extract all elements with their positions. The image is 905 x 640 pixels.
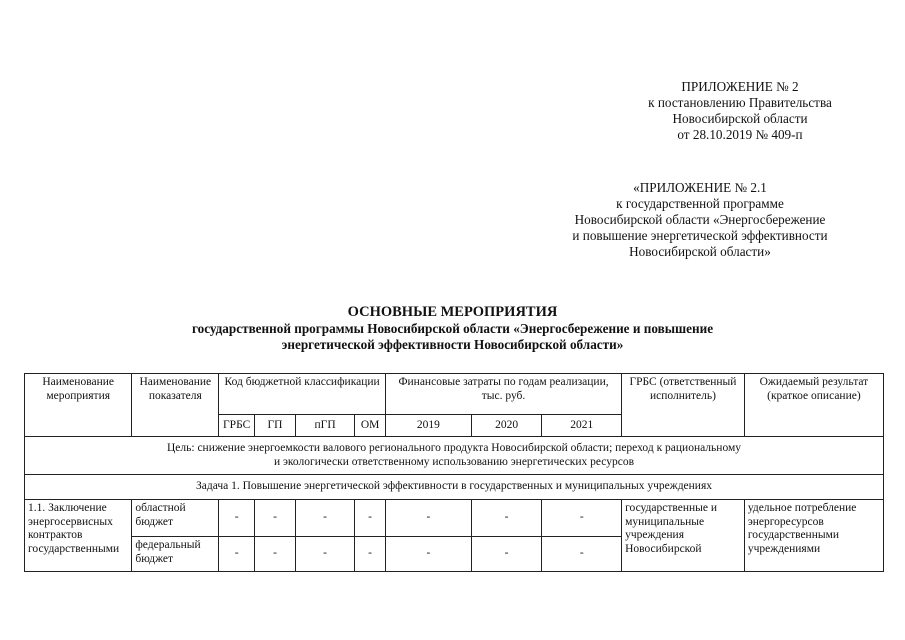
dash-cell: -	[255, 537, 296, 572]
appendix-2-1-title: «ПРИЛОЖЕНИЕ № 2.1	[633, 180, 767, 195]
grbs-cell: государственные и муниципальные учреждения Новосибирской	[622, 500, 745, 572]
appendix-2-1-line2: к государственной программе	[616, 196, 784, 211]
goal-line-1: Цель: снижение энергоемкости валового регионального продукта Новосибирской области; переход к рациональному	[166, 442, 742, 454]
expected-result-cell: удельное потребление энергоресурсов государственными учреждениями	[744, 500, 883, 572]
indicator-federal-budget: федеральный бюджет	[132, 537, 219, 572]
header-year-2021: 2021	[542, 415, 622, 437]
title-main: ОСНОВНЫЕ МЕРОПРИЯТИЯ	[347, 304, 558, 320]
dash-cell: -	[255, 500, 296, 537]
title-sub-1: государственной программы Новосибирской области «Энергосбережение и повышение	[191, 321, 714, 336]
dash-cell: -	[542, 500, 622, 537]
header-sub-pgp: пГП	[295, 415, 354, 437]
header-sub-om: ОМ	[355, 415, 386, 437]
appendix-2-1-header	[540, 180, 860, 260]
dash-cell: -	[355, 500, 386, 537]
appendix-2-1-line4: и повышение энергетической эффективности	[572, 228, 828, 243]
appendix-2-1-line3: Новосибирской области «Энергосбережение	[574, 212, 826, 227]
dash-cell: -	[355, 537, 386, 572]
goal-row	[25, 437, 884, 475]
header-year-2020: 2020	[471, 415, 542, 437]
document-title	[80, 303, 825, 353]
header-indicator-name: Наименование показателя	[132, 374, 219, 437]
dash-cell: -	[295, 500, 354, 537]
title-sub-2: энергетической эффективности Новосибирской области»	[281, 337, 624, 352]
header-financing: Финансовые затраты по годам реализации, тыс. руб.	[385, 374, 621, 415]
indicator-regional-budget: областной бюджет	[132, 500, 219, 537]
header-event-name: Наименование мероприятия	[25, 374, 132, 437]
dash-cell: -	[471, 537, 542, 572]
header-sub-grbs: ГРБС	[219, 415, 255, 437]
appendix-2-date: от 28.10.2019 № 409-п	[677, 127, 803, 142]
goal-line-2: и экологически ответственному использованию энергетических ресурсов	[273, 455, 635, 468]
appendix-2-title: ПРИЛОЖЕНИЕ № 2	[681, 79, 799, 94]
dash-cell: -	[295, 537, 354, 572]
dash-cell: -	[385, 500, 471, 537]
appendix-2-region: Новосибирской области	[672, 111, 808, 126]
dash-cell: -	[219, 500, 255, 537]
header-year-2019: 2019	[385, 415, 471, 437]
dash-cell: -	[219, 537, 255, 572]
dash-cell: -	[385, 537, 471, 572]
dash-cell: -	[471, 500, 542, 537]
dash-cell: -	[542, 537, 622, 572]
header-sub-gp: ГП	[255, 415, 296, 437]
measures-table	[24, 373, 884, 572]
header-expected-result: Ожидаемый результат (краткое описание)	[744, 374, 883, 437]
appendix-2-header	[610, 79, 870, 143]
header-grbs: ГРБС (ответственный исполнитель)	[622, 374, 745, 437]
header-budget-code: Код бюджетной классификации	[219, 374, 386, 415]
event-name-cell: 1.1. Заключение энергосервисных контрактов государственными	[25, 500, 132, 572]
task-row: Задача 1. Повышение энергетической эффективности в государственных и муниципальных учреждениях	[25, 475, 884, 500]
appendix-2-1-line5: Новосибирской области»	[629, 244, 771, 259]
appendix-2-ref: к постановлению Правительства	[648, 95, 832, 110]
